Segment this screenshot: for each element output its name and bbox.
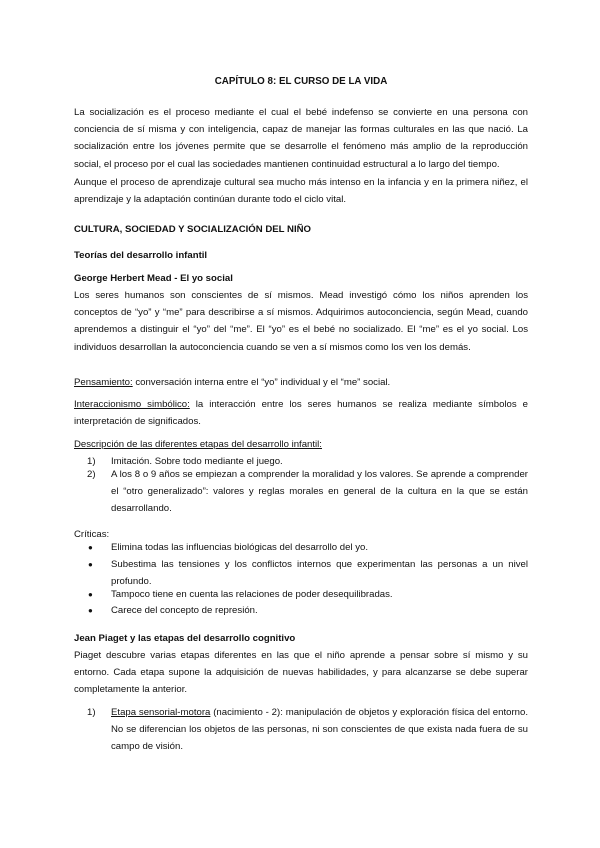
list-item	[88, 602, 528, 619]
bullet-icon: ●	[88, 606, 93, 615]
list-marker: 2)	[87, 469, 96, 480]
list-item	[88, 586, 528, 603]
list-item-text: Tampoco tiene en cuenta las relaciones de poder desequilibradas.	[111, 589, 393, 600]
bullet-icon: ●	[88, 560, 93, 569]
chapter-title: CAPÍTULO 8: EL CURSO DE LA VIDA	[214, 76, 388, 87]
list-item-text: A los 8 o 9 años se empiezan a comprender la moralidad y los valores. Se aprende a comprender el “otro generalizado”: valores y reglas morales en general de la cultura en la que se están desarrollando.	[111, 469, 528, 515]
list-item-text: Imitación. Sobre todo mediante el juego.	[111, 456, 283, 467]
interaccionismo-term: Interaccionismo simbólico:	[74, 399, 190, 410]
criticas-heading: Críticas:	[74, 529, 110, 540]
pensamiento-definition	[74, 374, 390, 391]
piaget-paragraph: Piaget descubre varias etapas diferentes en las que el niño aprende a pensar sobre sí mismo y su entorno. Cada etapa supone la adquisición de nuevas habilidades, y para alcanzarse se debe superar completamente la anterior.	[74, 650, 528, 696]
etapas-heading: Descripción de las diferentes etapas del desarrollo infantil:	[74, 439, 322, 450]
list-item	[87, 466, 528, 518]
list-item	[87, 704, 529, 756]
mead-paragraph: Los seres humanos son conscientes de sí mismos. Mead investigó cómo los niños aprenden los conceptos de “yo” y “me” para describirse a sí mismos. Adquirimos autoconciencia, según Mead, cuando aprendemos a distinguir el “yo” del “me”. El “yo” es el bebé no socializado. El “me” es el yo social. Los individuos desarrollan la autoconciencia cuando se ven a sí mismos como los ven los demás.	[74, 290, 528, 353]
interaccionismo-definition	[74, 396, 528, 430]
list-item-text: (nacimiento - 2): manipulación de objetos y exploración física del entorno. No se diferencian los objetos de las personas, ni son conscientes de que exista nada fuera de su campo de visión.	[111, 707, 529, 753]
etapa-term: Etapa sensorial-motora	[111, 707, 211, 718]
intro-paragraph-1: La socialización es el proceso mediante el cual el bebé indefenso se convierte en una persona con conciencia de sí misma y con inteligencia, capaz de manejar las formas culturales en las que nació. La socialización entre los jóvenes permite que se desarrolle el fenómeno más amplio de la reproducción social, el proceso por el cual las sociedades mantienen continuidad estructural a lo largo del tiempo.	[74, 107, 528, 170]
piaget-heading: Jean Piaget y las etapas del desarrollo cognitivo	[74, 633, 296, 644]
pensamiento-term: Pensamiento:	[74, 377, 133, 388]
section-heading: CULTURA, SOCIEDAD Y SOCIALIZACIÓN DEL NIÑO	[74, 224, 312, 235]
mead-heading: George Herbert Mead - El yo social	[74, 273, 233, 284]
list-item-text: Elimina todas las influencias biológicas del desarrollo del yo.	[111, 542, 369, 553]
interaccionismo-text: la interacción entre los seres humanos se realiza mediante símbolos e interpretación de significados.	[74, 399, 528, 428]
list-item-text: Subestima las tensiones y los conflictos internos que experimentan las personas a un nivel profundo.	[111, 559, 528, 588]
pensamiento-text: conversación interna entre el “yo” individual y el “me” social.	[132, 377, 391, 388]
list-item-text: Carece del concepto de represión.	[111, 605, 258, 616]
list-item	[88, 539, 528, 556]
bullet-icon: ●	[88, 590, 93, 599]
list-marker: 1)	[87, 456, 96, 467]
list-marker: 1)	[87, 707, 96, 718]
bullet-icon: ●	[88, 543, 93, 552]
section-subheading: Teorías del desarrollo infantil	[74, 250, 208, 261]
intro-paragraph-2: Aunque el proceso de aprendizaje cultural sea mucho más intenso en la infancia y en la primera niñez, el aprendizaje y la adaptación continúan durante todo el ciclo vital.	[74, 177, 528, 206]
